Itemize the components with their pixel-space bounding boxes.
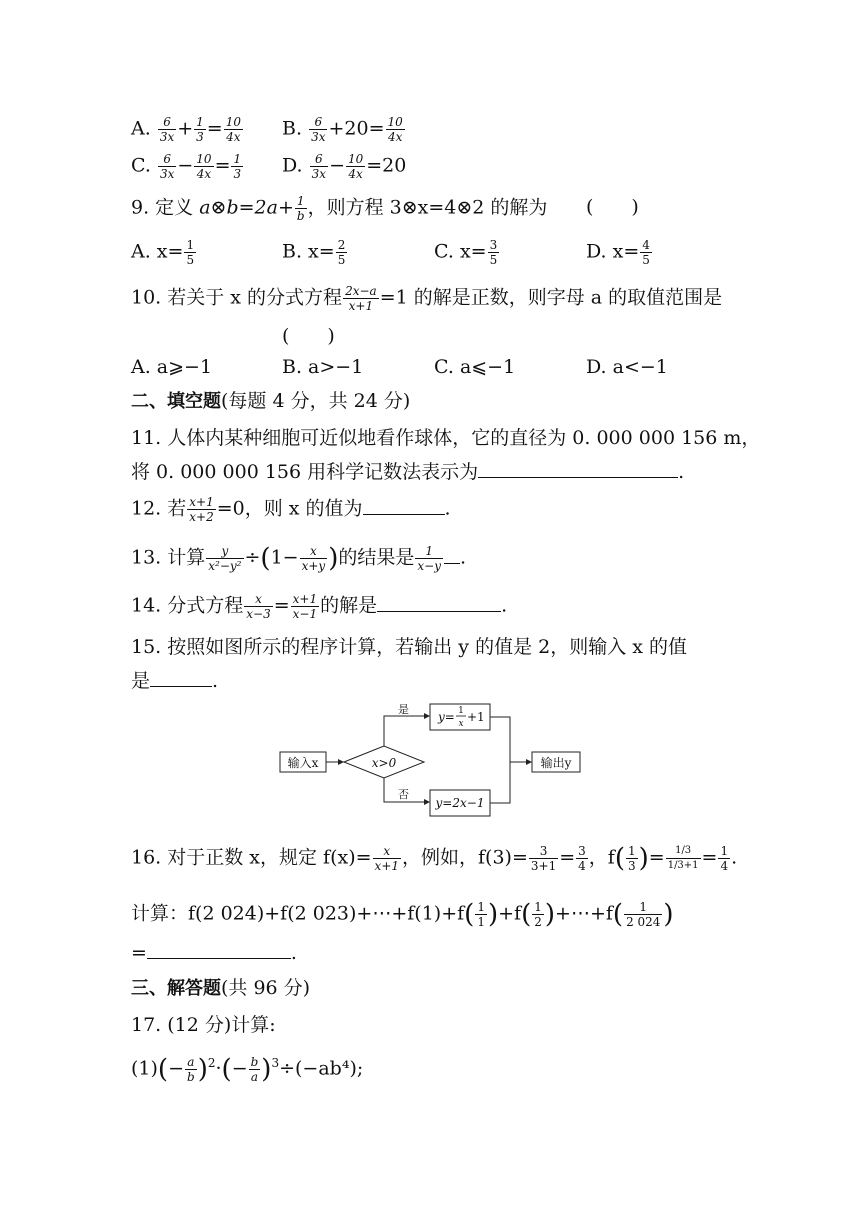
q15-line2: 是 .	[131, 670, 219, 692]
answer-blank[interactable]	[150, 668, 212, 687]
q9-option-d[interactable]: D. x= $\frac{4}{5}$	[586, 238, 650, 267]
q15-line1: 15. 按照如图所示的程序计算，若输出 y 的值是 2，则输入 x 的值	[131, 636, 687, 658]
option-label: D.	[282, 154, 303, 177]
fraction: $\frac{3}{5}$	[489, 238, 498, 267]
q8-option-c[interactable]: C. $\frac{6}{3x}$ − $\frac{10}{4x}$ = $\frac{1}{3}$	[131, 152, 242, 181]
compound-fraction: $\frac{1/3}{1/3+1}$	[667, 845, 699, 871]
fraction: $\frac{1}{4}$	[720, 844, 729, 873]
answer-paren: ( )	[586, 196, 639, 218]
fraction: $\frac{1}{2 024}$	[626, 900, 661, 929]
q16-line3: = .	[131, 942, 297, 964]
flowchart-svg	[278, 700, 588, 820]
section-heading-solve: 三、解答题(共 96 分)	[131, 977, 311, 999]
fraction: $\frac{2x-a}{x+1}$	[345, 284, 377, 313]
fraction: $\frac{1}{3}$	[196, 115, 204, 144]
q11-line2: 将 0. 000 000 156 用科学记数法表示为 .	[131, 461, 685, 483]
fraction: $\frac{10}{4x}$	[225, 115, 241, 144]
q10-option-b[interactable]: B. a>−1	[282, 356, 364, 378]
option-label: C.	[131, 154, 151, 177]
answer-blank[interactable]	[444, 545, 460, 564]
flow-box1-num: 1	[458, 706, 464, 716]
q10-option-a[interactable]: A. a⩾−1	[131, 356, 213, 378]
option-label: A.	[131, 117, 151, 140]
flow-no-label: 否	[398, 788, 409, 801]
answer-blank[interactable]	[377, 593, 501, 612]
fraction: $\frac{x}{x+1}$	[374, 844, 400, 873]
fraction: $\frac{10}{4x}$	[387, 115, 403, 144]
flow-output-label: 输出y	[540, 756, 572, 770]
fraction: $\frac{1}{b}$	[296, 194, 305, 223]
fraction: $\frac{6}{3x}$	[311, 152, 327, 181]
flow-condition-label: x>0	[371, 756, 397, 770]
q16-line2: 计算：f(2 024)+f(2 023)+⋯+f(1)+f( $\frac{1}{1}$ )+f( $\frac{1}{2}$ )+⋯+f( $\frac{1}{2 024}$ )	[131, 899, 674, 930]
q13: 13. 计算 $\frac{y}{\text{x²−y²}}$ ÷(1− $\frac{x}{x+y}$ )的结果是 $\frac{1}{x-y}$ .	[131, 543, 467, 574]
q9-option-b[interactable]: B. x= $\frac{2}{5}$	[282, 238, 346, 267]
fraction: $\frac{1}{2}$	[534, 900, 542, 929]
fraction: $\frac{10}{4x}$	[196, 152, 212, 181]
fraction: $\frac{1}{3}$	[627, 844, 636, 873]
q9-stem: 9. 定义 a⊗b=2a+ $\frac{1}{b}$ ，则方程 3⊗x=4⊗2 的解为	[131, 194, 548, 223]
q10-option-d[interactable]: D. a<−1	[586, 356, 668, 378]
q14: 14. 分式方程 $\frac{x}{x-3}$ = $\frac{x+1}{x-1}$ 的解是 .	[131, 592, 508, 621]
merge-line	[490, 717, 510, 803]
flow-box1-den: x	[458, 719, 464, 729]
fraction: $\frac{4}{5}$	[642, 238, 650, 267]
q8-option-b[interactable]: B. $\frac{6}{3x}$ +20= $\frac{10}{4x}$	[282, 115, 403, 144]
q9-option-c[interactable]: C. x= $\frac{3}{5}$	[434, 238, 498, 267]
fraction: $\frac{x+1}{x+2}$	[189, 495, 214, 524]
fraction: $\frac{x}{x-3}$	[246, 592, 271, 621]
fraction: $\frac{2}{5}$	[337, 238, 346, 267]
section-heading-fill-in: 二、填空题(每题 4 分，共 24 分)	[131, 390, 411, 412]
q12: 12. 若 $\frac{x+1}{x+2}$ =0，则 x 的值为 .	[131, 495, 451, 524]
flow-box2-label: y=2x−1	[435, 796, 485, 810]
option-label: B.	[282, 117, 303, 140]
arrow-yes	[384, 716, 428, 746]
flow-input-label: 输入x	[287, 756, 319, 770]
fraction: $\frac{y}{\text{x²−y²}}$	[208, 544, 242, 573]
q17-head: 17. (12 分)计算:	[131, 1014, 276, 1036]
fraction: $\frac{10}{4x}$	[347, 152, 364, 181]
q8-option-d[interactable]: D. $\frac{6}{3x}$ − $\frac{10}{4x}$ =20	[282, 152, 407, 181]
answer-blank[interactable]	[478, 459, 678, 478]
fraction: $\frac{6}{3x}$	[159, 152, 175, 181]
fraction: $\frac{1}{5}$	[186, 238, 195, 267]
flow-box1-post: +1	[467, 710, 485, 724]
fraction: $\frac{x}{x+y}$	[301, 544, 326, 573]
fraction: $\frac{x+1}{x-1}$	[292, 592, 318, 621]
q11-line1: 11. 人体内某种细胞可近似地看作球体，它的直径为 0. 000 000 156 m，	[131, 427, 761, 449]
q10-option-c[interactable]: C. a⩽−1	[434, 356, 516, 378]
q8-option-a[interactable]: A. $\frac{6}{3x}$ + $\frac{1}{3}$ = $\frac{10}{4x}$	[131, 115, 241, 144]
q16-line1: 16. 对于正数 x，规定 f(x)= $\frac{x}{x+1}$ ，例如，f(3)= $\frac{3}{3+1}$ = $\frac{3}{4}$ ，f( $\frac{1}{3}$ )= $\frac{1/3}{1/3+1}$ = $\frac{1}{4}$ .	[131, 843, 738, 874]
q17-part1: (1)(− $\frac{a}{b}$ )$^2$·(− $\frac{b}{a}$ )$^3$÷(−ab⁴);	[131, 1054, 364, 1085]
answer-fraction: $\frac{1}{x-y}$	[417, 544, 441, 573]
answer-paren: ( )	[282, 325, 335, 347]
fraction: $\frac{a}{b}$	[187, 1054, 195, 1084]
fraction: $\frac{6}{3x}$	[159, 115, 175, 144]
fraction: $\frac{3}{4}$	[578, 844, 586, 873]
program-flowchart	[278, 700, 588, 825]
fraction: $\frac{1}{1}$	[477, 900, 485, 929]
flow-box1-pre: y=	[438, 710, 455, 724]
fraction: $\frac{6}{3x}$	[311, 115, 326, 144]
q10-stem: 10. 若关于 x 的分式方程 $\frac{2x-a}{x+1}$ =1 的解是正数，则字母 a 的取值范围是	[131, 284, 723, 313]
fraction: $\frac{3}{3+1}$	[530, 844, 557, 873]
fraction: $\frac{1}{3}$	[233, 152, 242, 181]
flow-yes-label: 是	[398, 703, 409, 716]
answer-blank[interactable]	[147, 940, 291, 959]
answer-blank[interactable]	[363, 496, 445, 515]
q9-option-a[interactable]: A. x= $\frac{1}{5}$	[131, 238, 195, 267]
fraction: $\frac{b}{a}$	[250, 1054, 259, 1084]
